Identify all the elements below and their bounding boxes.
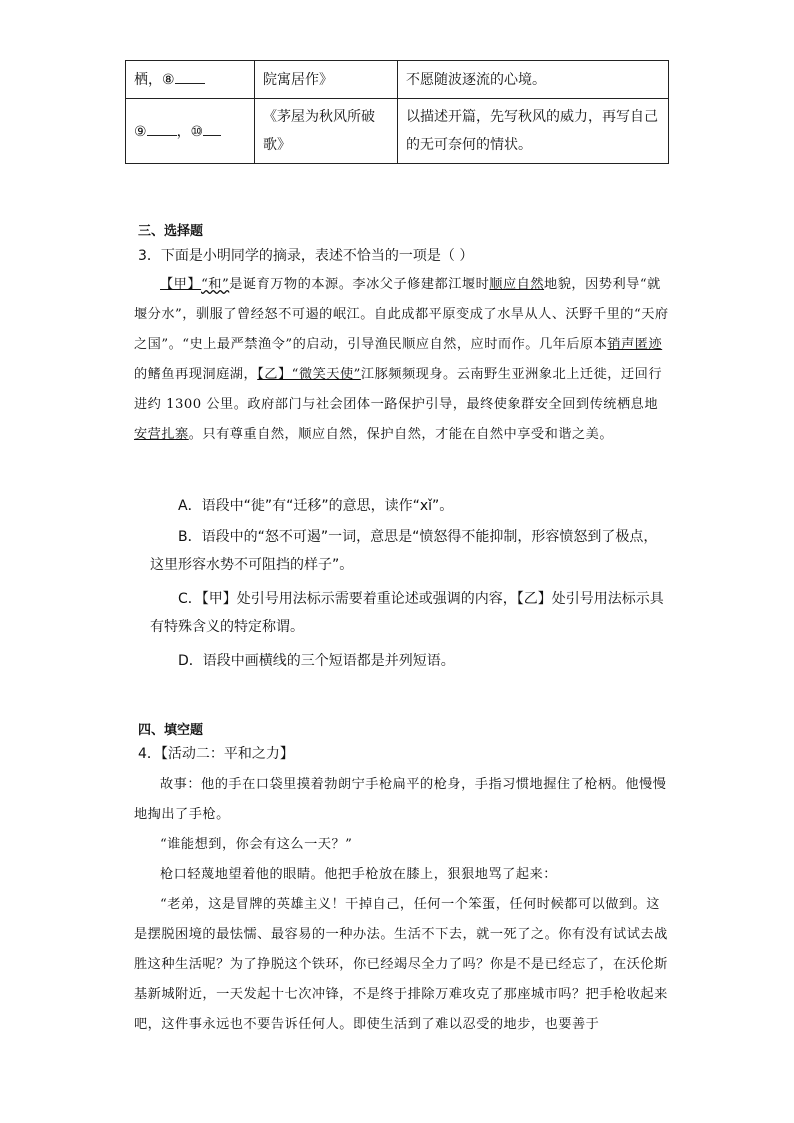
- table-cell: [126, 61, 255, 99]
- option-d[interactable]: D．语段中画横线的三个短语都是并列短语。: [178, 653, 455, 669]
- blank-9[interactable]: [147, 117, 177, 136]
- passage-text: 的鳍鱼再现洞庭湖，: [134, 367, 258, 382]
- question-4-stem: 4．【活动二：平和之力】: [138, 746, 294, 762]
- blank-10[interactable]: [203, 117, 221, 136]
- cell-text: 栖，⑧: [134, 72, 175, 88]
- label-jia: 【甲】: [160, 277, 202, 292]
- story-paragraph: 枪口轻蔑地望着他的眼睛。他把手枪放在膝上，狠狠地骂了起来：: [160, 867, 557, 882]
- story-paragraph: “谁能想到，你会有这么一天？”: [160, 837, 353, 852]
- answer-table: [125, 60, 669, 164]
- section-title-3: 三、选择题: [138, 224, 204, 239]
- underlined-phrase-3: 安营扎寨: [134, 427, 189, 442]
- table-cell: 《茅屋为秋风所破歌》: [255, 99, 398, 164]
- table-cell: 以描述开篇，先写秋风的威力，再写自己的无可奈何的情状。: [398, 99, 669, 164]
- cell-text: ，⑩: [176, 123, 204, 140]
- passage-text: 是诞育万物的本源。李冰父子修建都江堰时: [229, 277, 490, 292]
- section-title-4: 四、填空题: [138, 723, 204, 738]
- story-paragraph: 故事：他的手在口袋里摸着勃朗宁手枪扁平的枪身，手指习惯地握住了枪柄。他慢慢地掏出了手枪。: [134, 777, 667, 822]
- table-cell: 院寓居作》: [255, 61, 398, 99]
- option-a[interactable]: A．语段中“徙”有“迁移”的意思，读作“xǐ”。: [178, 498, 454, 514]
- table-row: [126, 99, 669, 164]
- quote-he: “和”: [201, 277, 230, 292]
- table-cell: 不愿随波逐流的心境。: [398, 61, 669, 99]
- passage-paragraph: [134, 270, 670, 450]
- option-b[interactable]: B．语段中的“怒不可遏”一词，意思是“愤怒得不能抑制，形容愤怒到了极点，这里形容水势不可阻挡的样子”。: [150, 529, 658, 573]
- passage-text: 。只有尊重自然，顺应自然，保护自然，才能在自然中享受和谐之美。: [188, 427, 614, 442]
- cell-text: ⑨: [134, 123, 147, 140]
- passage-text: 地貌，因势利导“就堰分水”，驯服了曾经怒不可遏的岷江。自此成都平原变成了水旱从人、沃野千里的“天府之国”。“史上最严禁渔令”的启动，引导渔民顺应自然，应时而作。几年后原本: [134, 277, 669, 352]
- story-paragraph: “老弟，这是冒牌的英雄主义！干掉自己，任何一个笨蛋，任何时候都可以做到。这是摆脱困境的最怯懦、最容易的一种办法。生活不下去，就一死了之。你有没有试试去战胜这种生活呢？为了挣脱这个铁环，你已经竭尽全力了吗？你是不是已经忘了，在沃伦斯基新城附近，一天发起十七次冲锋，不是终于排除万难攻克了那座城市吗？把手枪收起来吧，这件事永远也不要告诉任何人。即使生活到了难以忍受的地步，也要善于: [134, 897, 668, 1032]
- underlined-phrase-2: 销声匿迹: [607, 337, 663, 352]
- blank-8[interactable]: [175, 65, 205, 84]
- table-cell: [126, 99, 255, 164]
- passage-text: 江豚频频现身。云南野生亚洲象北上迁徙，迂回行进约 1300 公里。政府部门与社会团体一路保护引导，最终使象群安全回到传统栖息地: [134, 367, 663, 412]
- table-row: [126, 61, 669, 99]
- option-c[interactable]: C．【甲】处引号用法标示需要着重论述或强调的内容，【乙】处引号用法标示具有特殊含义的特定称谓。: [150, 591, 664, 635]
- question-3-passage: [134, 270, 670, 450]
- question-4-story: [134, 770, 670, 1040]
- question-3-stem: 3．下面是小明同学的摘录，表述不恰当的一项是（ ）: [138, 248, 474, 264]
- label-yi: 【乙】“微笑天使”: [257, 367, 361, 382]
- underlined-phrase-1: 顺应自然: [489, 277, 545, 292]
